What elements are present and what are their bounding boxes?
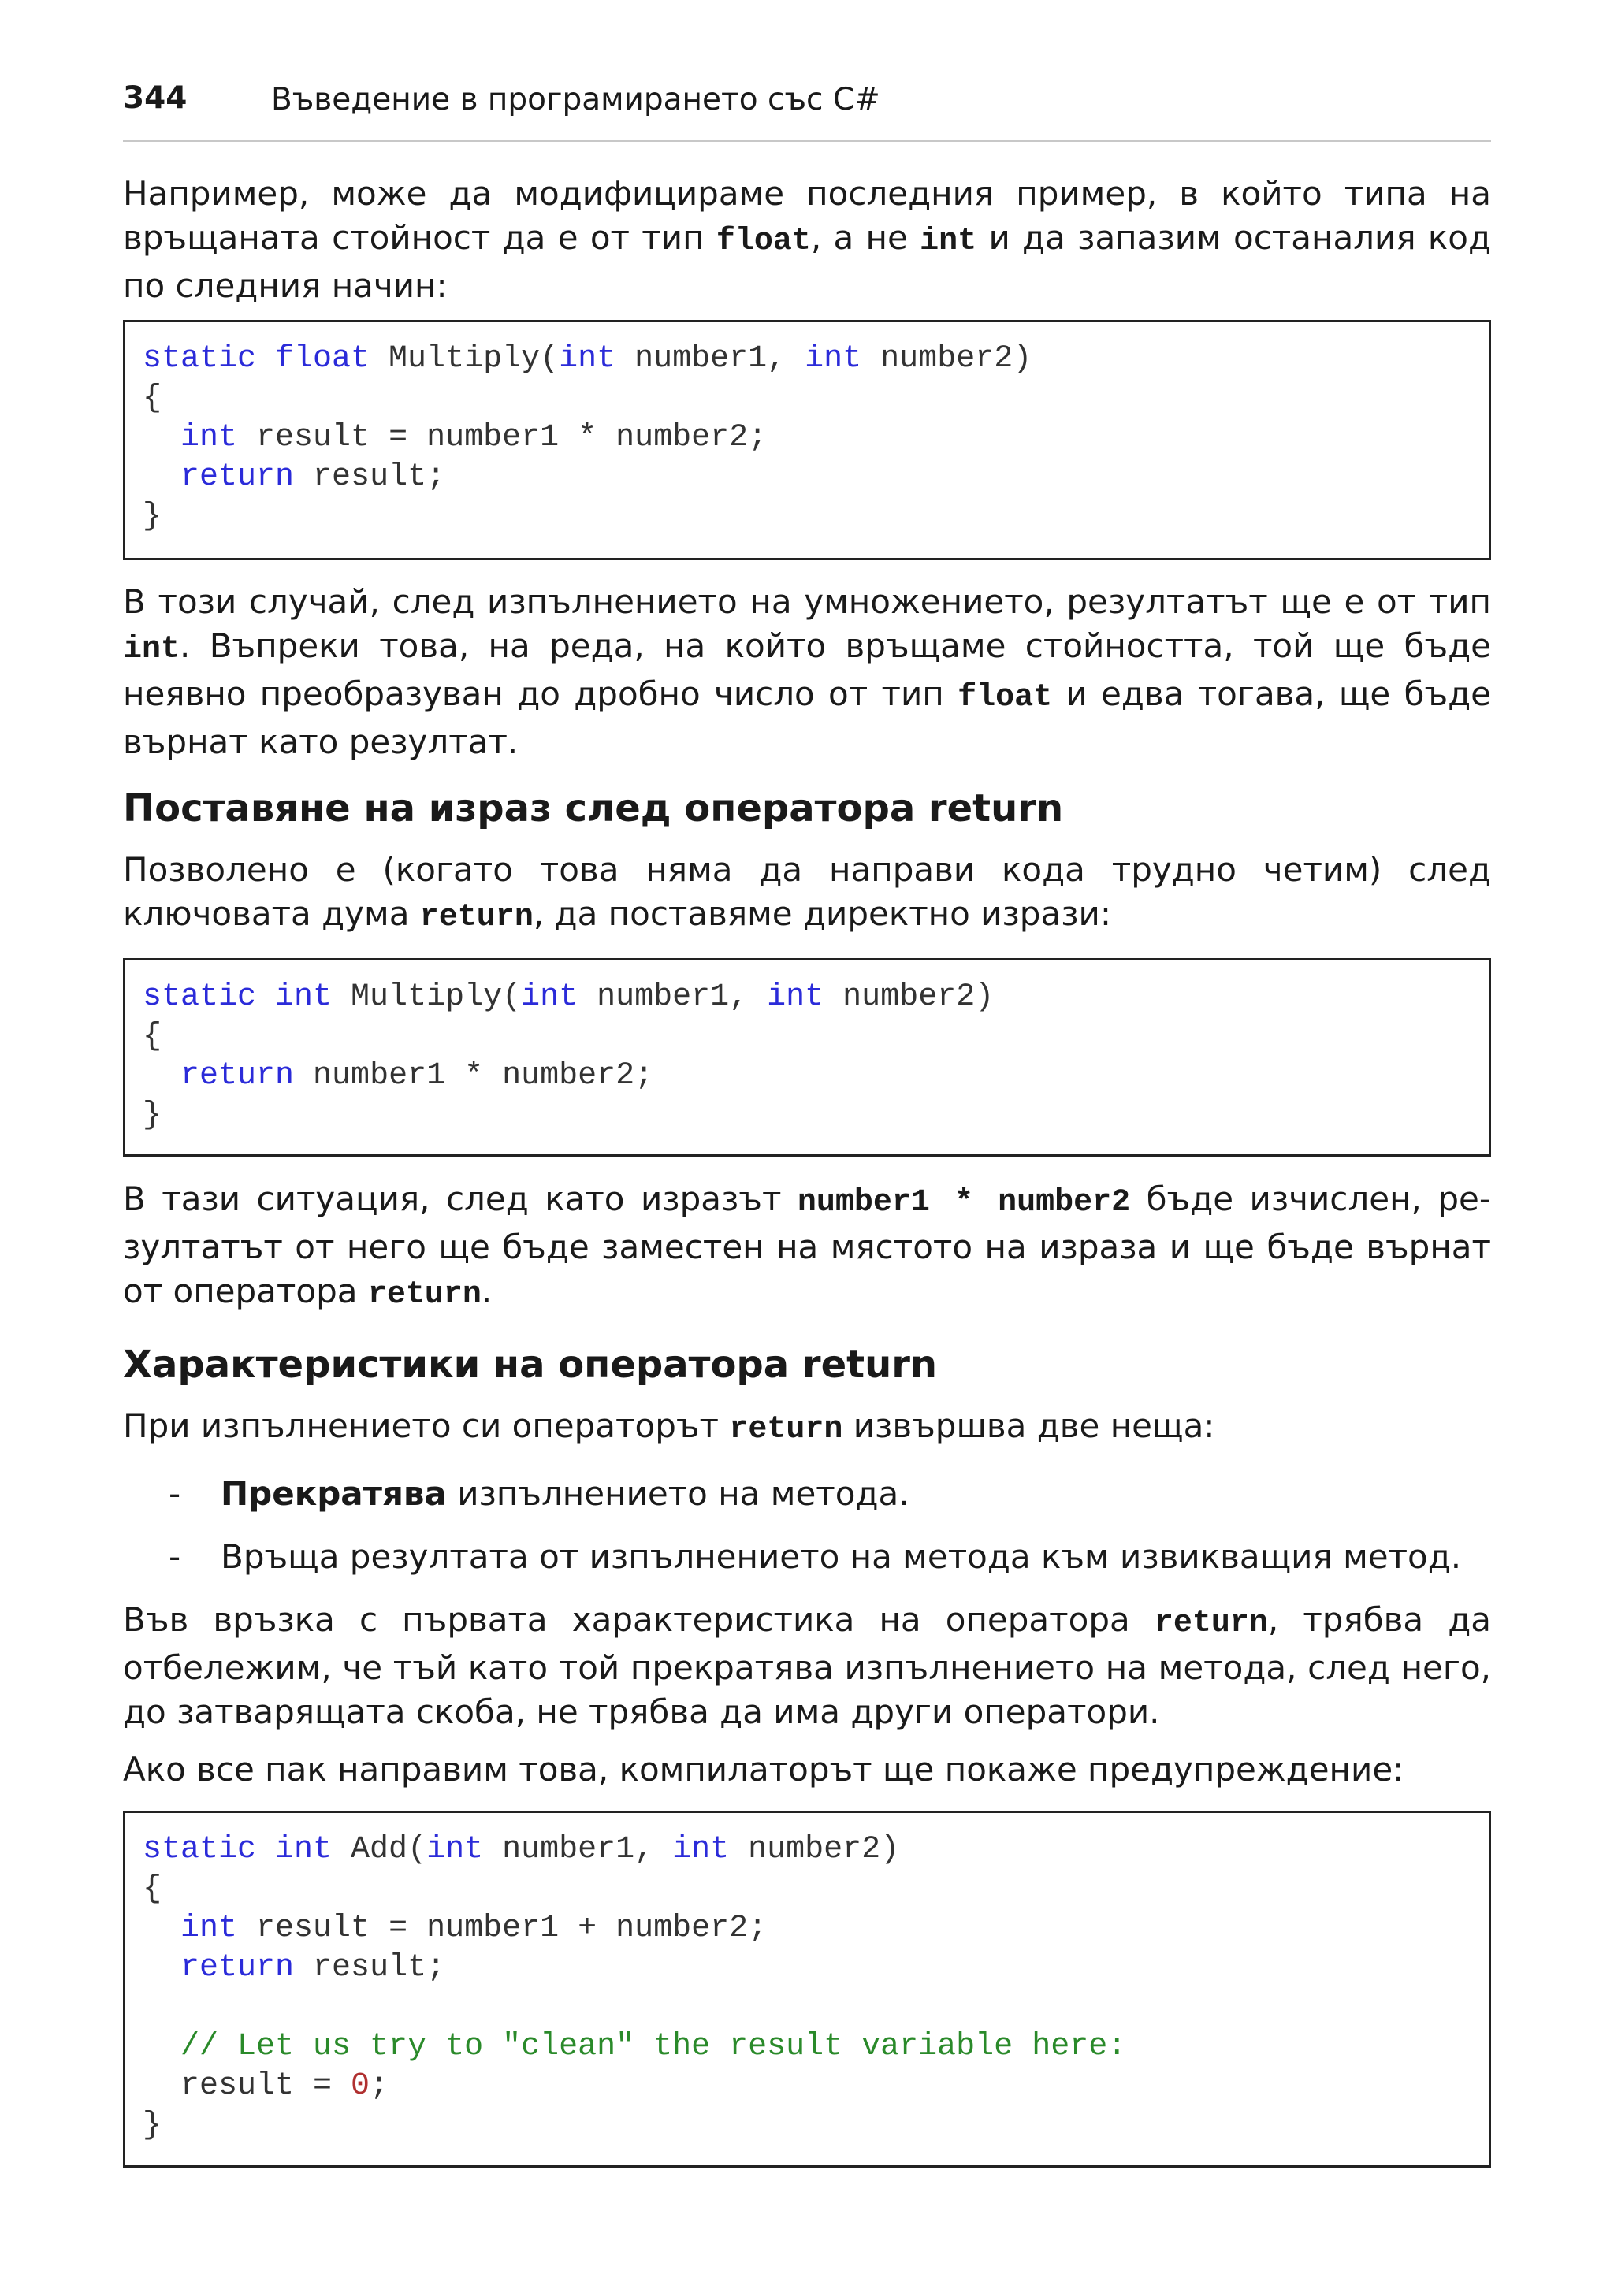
code-keyword: return [180,1950,295,1986]
code-keyword: int [180,1911,238,1946]
running-title: Въведение в програмирането със C# [271,82,880,117]
code-listing [125,960,1489,1135]
code-token: result = number1 * number2; [237,420,768,455]
bullet-text: Връща резултата от изпълнението на метода към извикващия метод. [221,1537,1462,1576]
code-token: number1 * number2; [294,1058,654,1094]
code-token: number2) [729,1832,900,1867]
code-token: number2) [824,979,995,1015]
code-line [143,2106,1489,2146]
paragraph-2 [123,580,1491,764]
code-block-2 [123,958,1491,1157]
intro-text-3: и да запазим останалия код по следния начин: [123,218,1491,305]
para3-text-3: . [481,1272,493,1310]
code-listing [125,322,1489,537]
code-token [143,420,180,455]
page-header [123,80,1491,142]
code-token: } [143,1098,162,1133]
code-line [143,1988,1489,2027]
code-line [143,340,1489,379]
code-number: 0 [351,2068,370,2104]
section-heading: Характеристики на оператора return [123,1343,938,1387]
code-line [143,1830,1489,1870]
section-1 [123,785,1491,940]
code-keyword: int [767,979,824,1015]
section2-text-1: При изпълнението си операторът [123,1406,730,1445]
code-keyword: int [559,341,616,377]
code-token: number1, [578,979,768,1015]
page-number: 344 [123,80,188,116]
code-line [143,458,1489,497]
para2-text-3: и едва тогава, ще бъде върнат като резултат. [123,674,1491,761]
section1-text-2: , да поставяме директно изрази: [533,894,1111,933]
code-keyword: return [180,459,295,495]
inline-code-float: float [958,680,1053,715]
inline-code-float: float [716,224,811,259]
code-token: ; [370,2068,389,2104]
code-comment: // Let us try to "clean" the result variable here: [180,2029,1127,2064]
bullet-dash: - [169,1474,181,1513]
para2-text-2: . Въпреки това, на реда, на който връщаме стойността, той ще бъде неявно преобразуван до дробно число от тип [123,626,1491,713]
code-token: { [143,381,162,416]
code-token: result; [294,459,446,495]
code-keyword: int [180,420,238,455]
para4-text-2: , трябва да отбележим, че тъй като той прекратява изпълнението на метода, след него, до затварящата скоба, не трябва да има други оператори. [123,1600,1492,1731]
intro-text-2: , а не [810,218,920,257]
code-line [143,978,1489,1017]
code-token: { [143,1871,162,1907]
code-token: Add( [332,1832,427,1867]
code-line [143,1057,1489,1096]
code-line [143,497,1489,537]
code-keyword: int [426,1832,484,1867]
code-line [143,1017,1489,1057]
para2-text-1: В този случай, след изпълнението на умножението, резултатът ще е от тип [123,582,1491,621]
code-line [143,2067,1489,2106]
code-token: number2) [861,341,1032,377]
inline-code-expression: number1 * number2 [797,1185,1131,1220]
code-line [143,1949,1489,1988]
code-line [143,1870,1489,1909]
code-line [143,1096,1489,1135]
code-token: } [143,499,162,534]
code-token [143,1950,180,1986]
code-line [143,379,1489,418]
inline-code-return: return [367,1277,482,1313]
code-keyword: int [672,1832,730,1867]
code-line [143,418,1489,458]
code-block-3 [123,1811,1491,2168]
section2-text-2: извършва две неща: [842,1406,1215,1445]
para5-text: Ако все пак направим това, компилаторът ще покаже предупреждение: [123,1750,1404,1789]
inline-code-int: int [123,632,180,667]
section-2 [123,1341,1491,1452]
section-heading: Поставяне на израз след оператора return [123,786,1064,830]
code-token: number1, [483,1832,673,1867]
code-keyword: return [180,1058,295,1094]
paragraph-3 [123,1177,1491,1317]
code-block-1 [123,320,1491,560]
code-token: number1, [615,341,805,377]
para3-text-2: бъде изчислен, ре-зултатът от него ще бъде заместен на мястото на израза и ще бъде върнат от оператора [123,1180,1491,1310]
bullet-dash: - [169,1537,181,1576]
code-token [143,459,180,495]
code-line [143,2027,1489,2067]
inline-code-return: return [1154,1606,1268,1641]
code-token [143,2029,180,2064]
code-line [143,1909,1489,1949]
code-token [143,1911,180,1946]
para3-text-1: В тази ситуация, след като изразът [123,1180,798,1218]
code-token: { [143,1019,162,1054]
inline-code-return: return [729,1412,843,1447]
paragraph-4 [123,1598,1491,1734]
code-token: Multiply( [370,341,560,377]
section1-text-1: Позволено е (когато това няма да направи кода трудно четим) след ключовата дума [123,850,1491,933]
code-keyword: int [521,979,578,1015]
bullet-text: изпълнението на метода. [446,1474,909,1513]
intro-paragraph [123,172,1491,308]
code-listing [125,1813,1489,2146]
paragraph-5 [123,1748,1491,1792]
code-token: result = [143,2068,351,2104]
code-keyword: static int [143,1832,333,1867]
code-keyword: static float [143,341,370,377]
code-keyword: static int [143,979,333,1015]
code-token: result; [294,1950,446,1986]
para4-text-1: Във връзка с първата характеристика на оператора [123,1600,1155,1639]
code-keyword: int [805,341,862,377]
code-token: result = number1 + number2; [237,1911,768,1946]
code-token [143,1058,180,1094]
bullet-bold-text: Прекратява [221,1474,447,1513]
intro-text-1: Например, може да модифицираме последния пример, в който типа на връщаната стойност да е от тип [123,174,1491,257]
inline-code-return: return [419,900,534,935]
code-token: } [143,2108,162,2143]
inline-code-int: int [920,224,977,259]
code-token: Multiply( [332,979,522,1015]
